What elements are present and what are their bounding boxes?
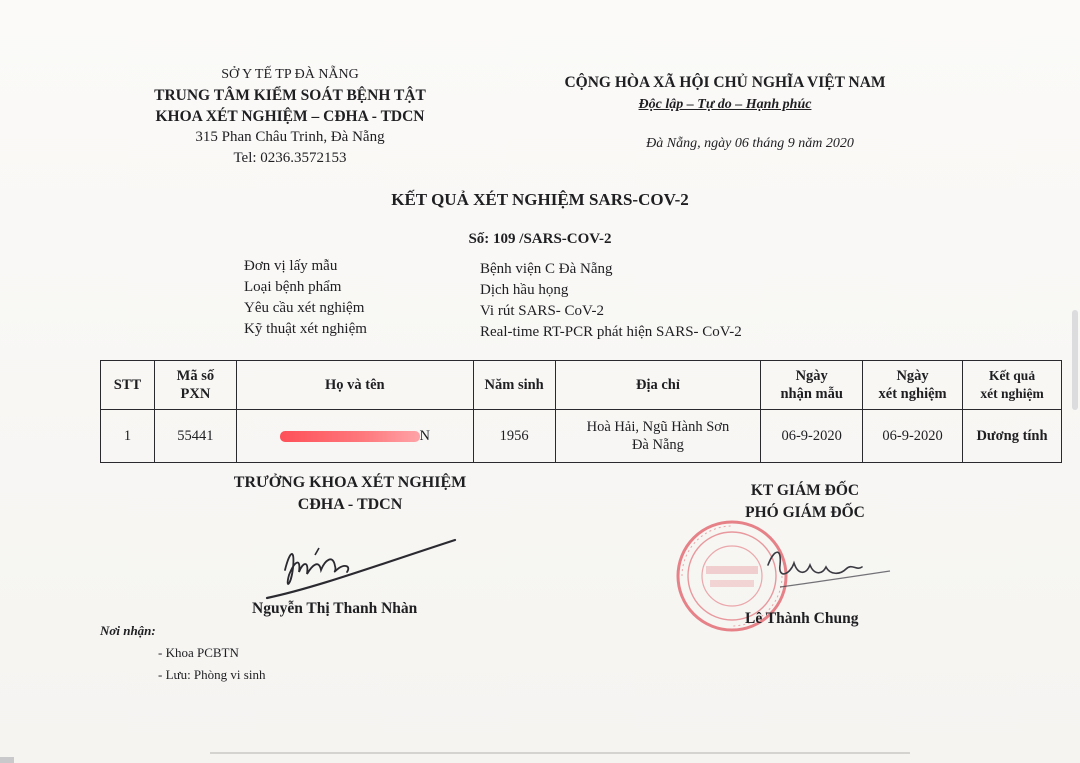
recipient-item: - Lưu: Phòng vi sinh	[158, 667, 266, 682]
info-label: Yêu cầu xét nghiệm	[244, 300, 365, 316]
info-value: Real-time RT-PCR phát hiện SARS- CoV-2	[480, 324, 742, 340]
agency-division: KHOA XÉT NGHIỆM – CĐHA - TDCN	[155, 108, 425, 125]
cell-ma-so: 55441	[154, 410, 236, 463]
left-signatory-name: Nguyễn Thị Thanh Nhàn	[252, 600, 418, 617]
info-values	[480, 259, 742, 343]
agency-address: 315 Phan Châu Trinh, Đà Nẵng	[195, 129, 385, 145]
header-nam-sinh: Năm sinh	[473, 361, 555, 410]
header-ho-ten: Họ và tên	[236, 361, 473, 410]
info-label: Đơn vị lấy mẫu	[244, 258, 338, 274]
agency-header	[130, 64, 450, 169]
thumbnail-strip	[0, 757, 14, 763]
header-dia-chi: Địa chỉ	[555, 361, 761, 410]
recipients-block	[100, 620, 265, 686]
table-row	[101, 410, 1062, 463]
nation-motto: Độc lập – Tự do – Hạnh phúc	[638, 97, 812, 112]
header-ngay-xn-line1: Ngày	[896, 368, 929, 384]
info-value: Bệnh viện C Đà Nẵng	[480, 261, 613, 277]
info-label: Kỹ thuật xét nghiệm	[244, 321, 367, 337]
header-ngay-nhan-line2: nhận mẫu	[780, 386, 843, 402]
cell-ngay-nhan: 06-9-2020	[761, 410, 863, 463]
results-table	[100, 360, 1062, 463]
header-ma-so-line1: Mã số	[176, 368, 215, 384]
header-ket-qua-line1: Kết quả	[988, 368, 1036, 383]
cell-stt: 1	[101, 410, 155, 463]
cell-dia-chi-line1: Hoà Hải, Ngũ Hành Sơn	[586, 419, 730, 435]
issue-date: Đà Nẵng, ngày 06 tháng 9 năm 2020	[646, 136, 854, 151]
agency-center: TRUNG TÂM KIỂM SOÁT BỆNH TẬT	[154, 87, 426, 104]
header-ngay-xn-line2: xét nghiệm	[878, 386, 947, 402]
info-value: Dịch hầu họng	[480, 282, 569, 298]
right-signature-icon	[760, 535, 900, 595]
recipient-item: - Khoa PCBTN	[158, 645, 239, 660]
cell-ho-ten	[236, 410, 473, 463]
left-signatory-title	[200, 472, 500, 516]
header-ket-qua	[963, 361, 1062, 410]
cell-ho-ten-visible: N	[419, 428, 431, 444]
document-title: KẾT QUẢ XÉT NGHIỆM SARS-COV-2	[391, 190, 689, 209]
header-ngay-xn	[863, 361, 963, 410]
page-bottom-edge	[210, 752, 910, 754]
left-signatory-title-line1: TRƯỞNG KHOA XÉT NGHIỆM	[233, 474, 467, 491]
header-ma-so-line2: PXN	[180, 386, 211, 402]
info-value: Vi rút SARS- CoV-2	[480, 303, 604, 319]
info-label: Loại bệnh phẩm	[244, 279, 342, 295]
document-number: Số: 109 /SARS-COV-2	[468, 231, 612, 247]
scrollbar[interactable]	[1072, 310, 1078, 410]
header-ngay-nhan	[761, 361, 863, 410]
agency-dept: SỞ Y TẾ TP ĐÀ NẴNG	[221, 67, 359, 82]
nation-header	[545, 72, 905, 116]
recipients-title: Nơi nhận:	[100, 623, 156, 638]
cell-ngay-xn: 06-9-2020	[863, 410, 963, 463]
agency-phone: Tel: 0236.3572153	[233, 150, 347, 166]
header-stt: STT	[101, 361, 155, 410]
cell-nam-sinh: 1956	[473, 410, 555, 463]
left-signatory-title-line2: CĐHA - TDCN	[297, 496, 403, 513]
header-ma-so	[154, 361, 236, 410]
right-signatory-title-line1: KT GIÁM ĐỐC	[750, 482, 860, 499]
nation-title: CỘNG HÒA XÃ HỘI CHỦ NGHĨA VIỆT NAM	[564, 74, 886, 91]
left-signature-icon	[255, 530, 465, 610]
header-ngay-nhan-line1: Ngày	[795, 368, 828, 384]
right-signatory-name: Lê Thành Chung	[745, 610, 859, 627]
cell-dia-chi	[555, 410, 761, 463]
right-signatory-title-line2: PHÓ GIÁM ĐỐC	[745, 504, 865, 521]
info-labels	[244, 256, 367, 340]
cell-dia-chi-line2: Đà Nẵng	[631, 437, 684, 453]
redaction-mark	[280, 431, 420, 442]
header-ket-qua-line2: xét nghiệm	[980, 386, 1044, 401]
cell-ket-qua: Dương tính	[963, 410, 1062, 463]
table-header-row	[101, 361, 1062, 410]
